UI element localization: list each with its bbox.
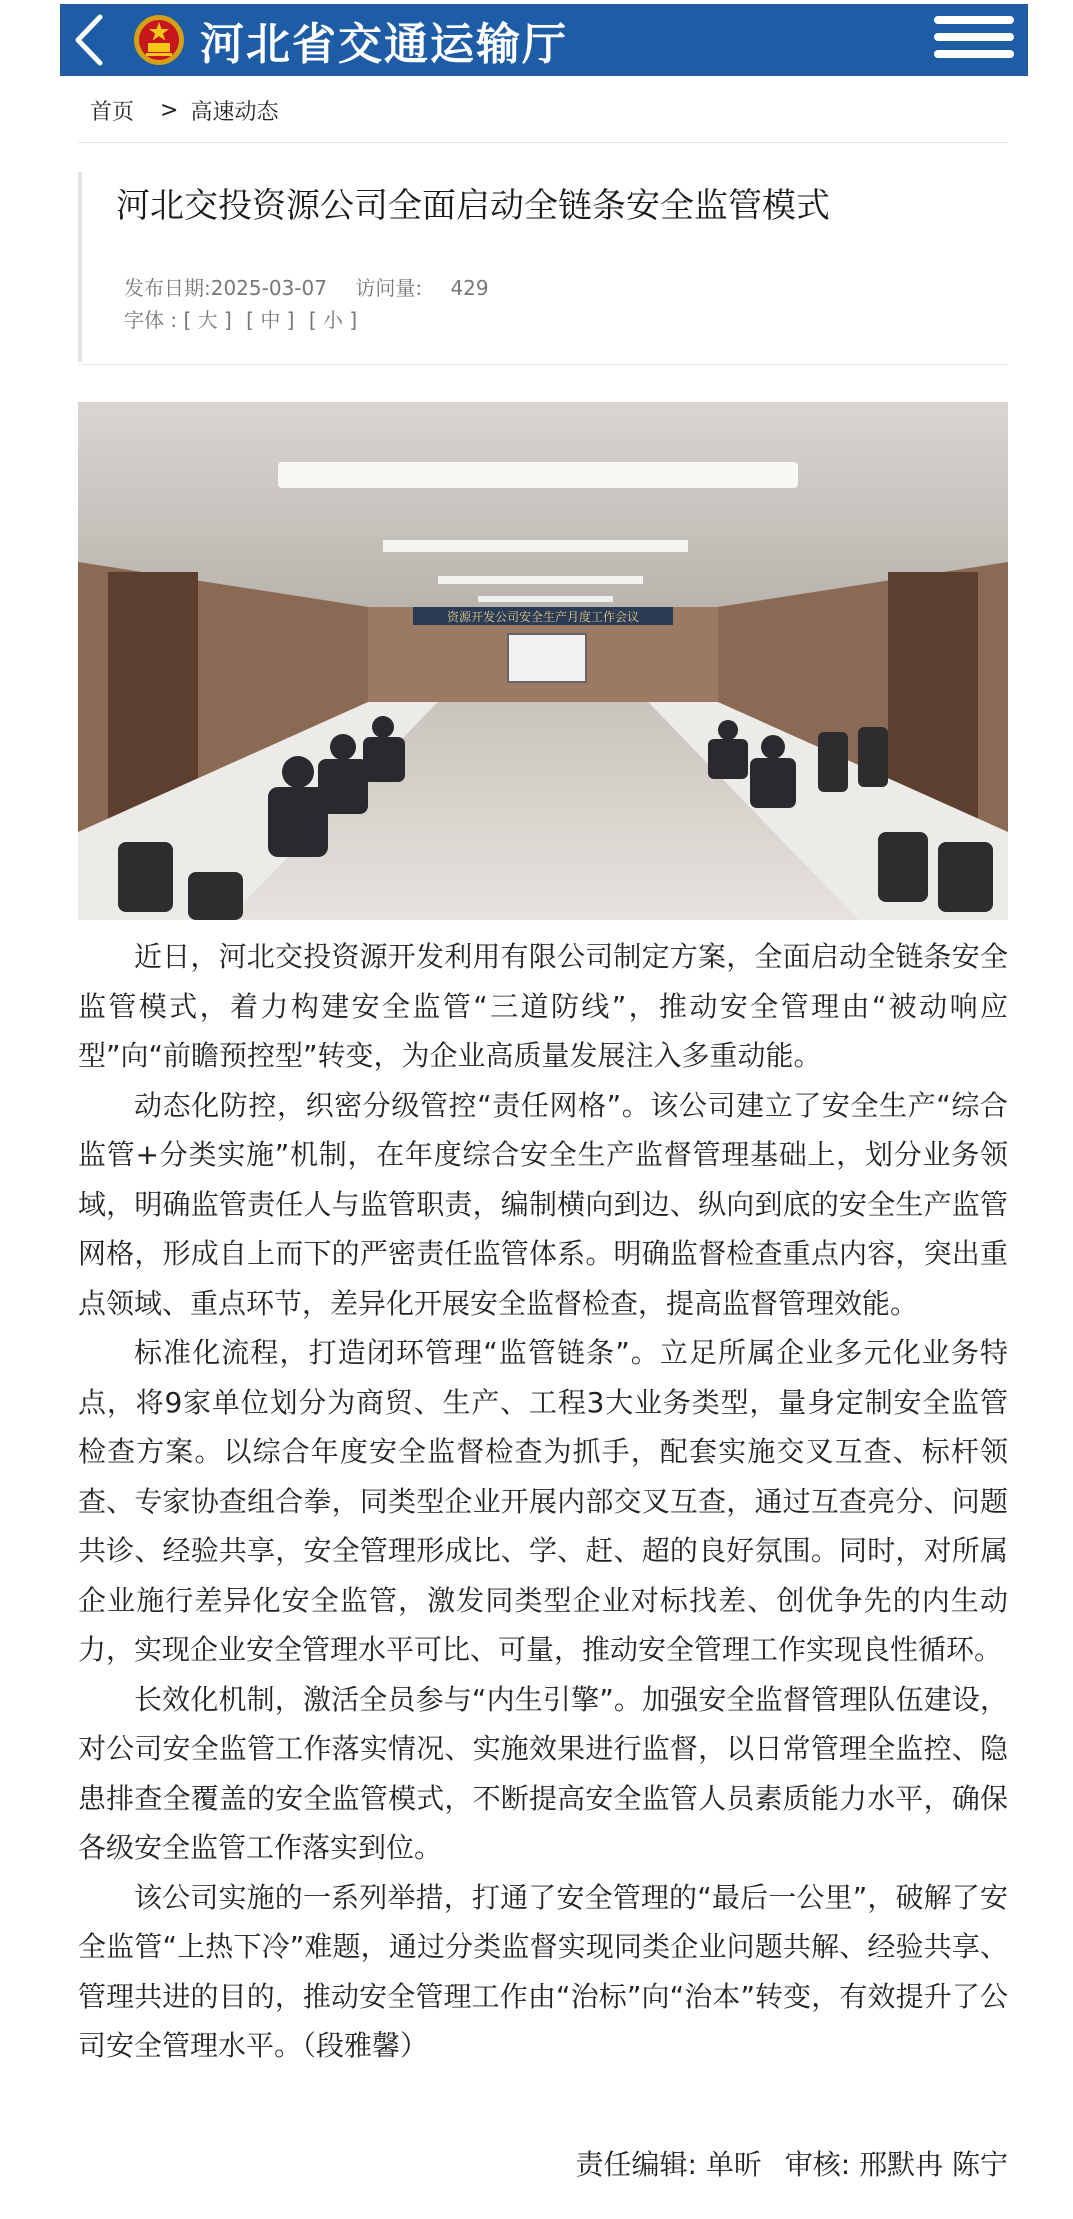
font-large-button[interactable]: [ 大 ] bbox=[183, 308, 232, 332]
article-header bbox=[78, 172, 1008, 362]
breadcrumb bbox=[90, 92, 278, 128]
back-button[interactable] bbox=[60, 4, 118, 76]
top-navigation-bar bbox=[60, 4, 1028, 76]
meeting-room-photo bbox=[78, 402, 1008, 920]
menu-button[interactable] bbox=[934, 16, 1014, 66]
title-accent-bar bbox=[78, 172, 82, 362]
photo-banner-text: 资源开发公司安全生产月度工作会议 bbox=[446, 610, 640, 624]
breadcrumb-separator: > bbox=[160, 97, 179, 123]
menu-bar bbox=[934, 16, 1014, 24]
article-paragraph: 长效化机制，激活全员参与“内生引擎”。加强安全监督管理队伍建设，对公司安全监管工作落实情况、实施效果进行监督，以日常管理全监控、隐患排查全覆盖的安全监管模式，不断提高安全监管人员素质能力水平，确保各级安全监管工作落实到位。 bbox=[78, 1682, 1008, 1864]
breadcrumb-home-link[interactable]: 首页 bbox=[90, 99, 135, 125]
menu-bar bbox=[934, 33, 1014, 41]
publish-date: 发布日期:2025-03-07 bbox=[124, 276, 327, 300]
font-medium-button[interactable]: [ 中 ] bbox=[246, 308, 295, 332]
visits-label: 访问量: bbox=[355, 276, 423, 300]
divider bbox=[78, 142, 1008, 143]
article-paragraph: 动态化防控，织密分级管控“责任网格”。该公司建立了安全生产“综合监管+分类实施”机制，在年度综合安全生产监督管理基础上，划分业务领域，明确监管责任人与监管职责，编制横向到边、纵向到底的安全生产监管网格，形成自上而下的严密责任监管体系。明确监督检查重点内容，突出重点领域、重点环节，差异化开展安全监督检查，提高监督管理效能。 bbox=[78, 1088, 1008, 1320]
breadcrumb-current-link[interactable]: 高速动态 bbox=[190, 99, 279, 125]
font-small-button[interactable]: [ 小 ] bbox=[308, 308, 358, 332]
font-size-selector bbox=[124, 304, 365, 333]
article-title: 河北交投资源公司全面启动全链条安全监管模式 bbox=[116, 186, 830, 226]
site-title: 河北省交通运输厅 bbox=[200, 19, 568, 70]
article-body bbox=[78, 932, 1008, 2071]
visits-count: 429 bbox=[450, 276, 489, 300]
article-meta bbox=[124, 272, 511, 301]
font-size-label: 字体 : bbox=[124, 308, 178, 332]
menu-bar bbox=[934, 50, 1014, 58]
article-paragraph: 该公司实施的一系列举措，打通了安全管理的“最后一公里”，破解了安全监管“上热下冷”难题，通过分类监督实现同类企业问题共解、经验共享、管理共进的目的，推动安全管理工作由“治标”向“治本”转变，有效提升了公司安全管理水平。（段雅馨） bbox=[78, 1880, 1008, 2062]
editor-credits bbox=[562, 2143, 1009, 2183]
article-paragraph: 近日，河北交投资源开发利用有限公司制定方案，全面启动全链条安全监管模式，着力构建安全监管“三道防线”，推动安全管理由“被动响应型”向“前瞻预控型”转变，为企业高质量发展注入多重动能。 bbox=[78, 940, 1008, 1072]
divider bbox=[78, 364, 1008, 365]
editor-name: 责任编辑: 单昕 bbox=[575, 2148, 762, 2181]
reviewer-names: 审核: 邢默冉 陈宁 bbox=[784, 2148, 1008, 2181]
national-emblem-icon bbox=[132, 13, 186, 67]
chevron-left-icon bbox=[72, 13, 106, 67]
article-paragraph: 标准化流程，打造闭环管理“监管链条”。立足所属企业多元化业务特点，将9家单位划分为商贸、生产、工程3大业务类型，量身定制安全监管检查方案。以综合年度安全监督检查为抓手，配套实施交叉互查、标杆领查、专家协查组合拳，同类型企业开展内部交叉互查，通过互查亮分、问题共诊、经验共享，安全管理形成比、学、赶、超的良好氛围。同时，对所属企业施行差异化安全监管，激发同类型企业对标找差、创优争先的内生动力，实现企业安全管理水平可比、可量，推动安全管理工作实现良性循环。 bbox=[78, 1336, 1008, 1666]
